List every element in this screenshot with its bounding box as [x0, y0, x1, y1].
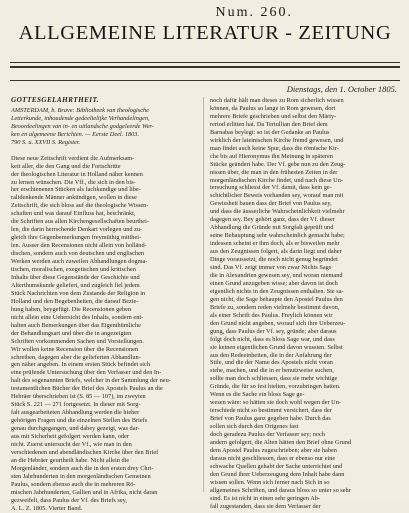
text-line: wissen sollen. Wenn sich ferner nach Sich in so: [210, 478, 330, 486]
text-line: gen nicht, die Sage behaupte den Apostel Paulus den: [210, 295, 343, 303]
right-column-text: [210, 97, 398, 511]
text-line: hung haben, beygefügt. Die Recensionen geben: [11, 305, 132, 313]
text-line: morgenländischen Kirche findet, und nach diese Un-: [210, 176, 343, 184]
text-line: Werken werden auch zuweilen Abhandlungen dogma-: [11, 258, 148, 266]
text-line: eigentlich nichts in den Zeugnissen enthalten. Sie sa-: [210, 287, 344, 295]
text-line: gung, dass Paulus der Vf. sey, gründe; aber daraus: [210, 327, 337, 335]
text-line: dem Apostel Paulus zugeschrieben; aber sie haben: [210, 446, 337, 454]
text-line: Diese neue Zeitschrift verdient die Aufmerksam-: [11, 154, 135, 162]
text-line: Gründe, die für so fest hielten, vorzubringen hatten.: [210, 383, 341, 391]
text-line: sten Jahrhunderten in den morgenländischen Gemeinen: [11, 472, 151, 480]
text-line: die Schriften aus allen Kirchengesellschaften beurthei-: [11, 218, 149, 226]
text-line: Hebräer überschrieben ist (S. 85 — 107), im zweyten: [11, 393, 146, 401]
text-line: tischen, moralischen, exegetischen und kritischen: [11, 266, 136, 274]
issue-number: Num. 260.: [215, 5, 293, 20]
text-line: Barnabas beylegt: so ist der Gedanke an Paulus: [210, 128, 330, 136]
text-line: nissen über, die man in den frühesten Zeiten in der: [210, 168, 338, 176]
text-line: allgemeines Schriften, und daraus bloss so unter so sehr: [210, 486, 351, 494]
text-line: doch geradezu Paulus der Verfasser sey; noch: [210, 431, 325, 439]
text-line: Morgenländer, sondern auch die in den ersten drey Chri-: [11, 464, 154, 472]
text-line: terschiede nicht so bestimmt versichert, dass der: [210, 407, 332, 415]
dateline: Dienstags, den 1. October 1805.: [286, 84, 397, 94]
text-line: man findet auch keine Spur, dass die römische Kir-: [210, 144, 339, 152]
text-line: gen näher angeben. In einem ersten Stück befindet sich: [11, 361, 151, 369]
text-line: wesen wäre: so hätten sie doch wohl wegen der Un-: [210, 399, 341, 407]
text-line: mischen Jahrhunderten, Gallien und in Afrika, nicht daran: [11, 488, 158, 496]
text-line: dischen, sondern auch von deutschen und englischen: [11, 250, 145, 258]
text-line: indessen scheint er ihm doch, als er bisweilen mehr: [210, 240, 340, 248]
text-line: den Grund nicht angeben, worauf sich ihre Ueberzeu-: [210, 319, 346, 327]
text-line: Stücke geändert habe. Der Vf. gebe nun zu den Zeug-: [210, 160, 346, 168]
text-line: che bis auf Hieronymus ihn Meinung in späteren: [210, 152, 333, 160]
text-line: daraus nicht geschliessen, dass er ebenso nur eine: [210, 454, 336, 462]
text-line: fall zugestanden, dass sie dem Verfasser der: [210, 502, 321, 510]
text-line: Gewissheit bauen dass der Brief von Paulus sey,: [210, 200, 332, 208]
text-line: gleich ihre Gegenbemerkungen freymüthig mitthei-: [11, 234, 142, 242]
text-line: der Behandlungsart und über die in angezeigten: [11, 329, 132, 337]
text-line: folgt doch nicht, dass es bloss Sage war, und dass: [210, 335, 335, 343]
text-line: Zeitschrift, die sich bloss auf die theologische Wissen-: [11, 202, 149, 210]
text-line: falt ausgearbeiteten Abhandlung werden die hieher: [11, 409, 140, 417]
text-line: A. L. Z. 1805. Vierter Band.: [11, 504, 83, 512]
text-line: schichtlicher Beweis vorhanden sey, worauf man mit: [210, 192, 344, 200]
text-line: Schriften vorkommenden Sachen und Vorstellungen.: [11, 337, 144, 345]
text-line: können, da Paulus so lange in Rom gewesen, dort: [210, 104, 336, 112]
right-column: [210, 97, 398, 511]
text-line: nicht allein eine Uebersicht des Inhalts, sondern ent-: [11, 313, 144, 321]
text-line: gehörigen Fragen und die einzelnen Stellen des Briefs: [11, 417, 148, 425]
text-line: gezweifelt, dass Paulus der Vf. des Briefs sey,: [11, 496, 127, 504]
text-line: genau durchgegangen, und dabey gezeigt, was dar-: [11, 425, 140, 433]
text-line: aus den Zeugnissen folgert, als darin liegt und daher: [210, 248, 342, 256]
text-line: Briefe zu, sondern reden vielmehr bestimmt davon,: [210, 303, 340, 311]
text-line: Dinge voraussetzt, die noch nicht genug begründet: [210, 256, 338, 264]
text-line: Stück Nachrichten von dem Zustande der Religion in: [11, 289, 146, 297]
text-line: sollte man doch schliessen, dass sie mehr wichtige: [210, 375, 338, 383]
text-line: Wir wollen keine Recension über die Recensionen: [11, 345, 139, 353]
text-line: halt des sogenannten Briefs, welcher in der Sammlung der neu-: [11, 377, 171, 385]
text-line: aus den Redeeinheiten, die in der Anfahrung der: [210, 351, 332, 359]
text-line: wirklich der lateinischen Kirche fremd gewesen, und: [210, 136, 344, 144]
text-line: AMSTERDAM, b. Brave: Bibliotheek van theologische: [11, 106, 149, 114]
text-line: den Grund ihrer Ueberzeugung dem Inhalt habe dann: [210, 470, 345, 478]
text-line: Inhalts über diese Gegenstände der Geschichte und: [11, 273, 140, 281]
text-line: Brief von Paulus ganz gegeben habe. Durch das: [210, 415, 331, 423]
text-line: Beoordeelingen van in- en uitlandsche godgeleerde Wer-: [11, 122, 154, 130]
left-column-text: [11, 107, 197, 513]
masthead-rule-top: [10, 62, 400, 63]
text-line: Stück S. 221 — 271 fortgesetzt. In dieser mit Sorg-: [11, 401, 141, 409]
left-column: [11, 97, 197, 513]
text-line: der theologischen Literatur in Holland näher kennen: [11, 170, 143, 178]
text-line: schaften und was darauf Einfluss hat, beschränkt,: [11, 210, 136, 218]
column-divider: [203, 97, 204, 492]
text-line: nicht. Zuerst untersucht der Vf., wie man in den: [11, 440, 132, 448]
text-line: Paulus, sondern ebenso auch die in mehreren Rö-: [11, 480, 136, 488]
text-line: sind. Das Vf. zeigt immer von zwar Nichts Sags: [210, 264, 332, 272]
text-line: verschiedenen und abendländischen Kirche über den Brief: [11, 448, 159, 456]
text-line: Letterkunde, inhoudende gedeeltelijke Verhandelingen,: [11, 114, 150, 122]
text-line: an die Hebräer geurtheilt habe. Nicht allein die: [11, 456, 130, 464]
text-line: rertod erlitten hat. Da Tertullian den Brief dem: [210, 120, 328, 128]
text-line: her erschienenen Stücken als fachkundige und libe-: [11, 186, 141, 194]
text-line: sollen sich durch den Origenes fast: [210, 423, 299, 431]
text-line: len. Ausser den Recensionen nicht allein von holländ-: [11, 242, 147, 250]
text-line: andern gefolgert, die Alten hätten den Brief ohne Grund: [210, 438, 352, 446]
text-line: schreiben, dagegen aber die gelieferten Abhandlun-: [11, 353, 141, 361]
text-line: sie keinen eigentlichen Grund davon wussten. Selbst: [210, 343, 343, 351]
text-line: keit aller, die den Gang und die Fortschritte: [11, 162, 121, 170]
text-line: Wenn es die Sache ein bloss Sage ge-: [210, 391, 305, 399]
text-line: dagegen sey. Bey gehört ganz, dass der Vf. dieser: [210, 216, 335, 224]
text-line: stehe, machen, und die in er benutzweise suchen,: [210, 367, 334, 375]
text-line: aus mit Sicherheit gefolgert werden kann, oder: [11, 433, 130, 441]
text-line: schwache Quellen gehabt der Sache unterrichtet und: [210, 462, 343, 470]
masthead-rule-thick: [10, 66, 400, 68]
text-line: Abhandlung die Gründe mit Sorgfalt geprüft und: [210, 224, 334, 232]
text-line: Alterthumskunde geliefert, und zugleich fiel jedem: [11, 281, 140, 289]
dateline-rule: [10, 80, 400, 81]
text-line: 790 S. u. XXVII S. Register.: [11, 138, 81, 146]
text-line: eine prüfende Untersuchung über den Verfasser und den In-: [11, 369, 162, 377]
text-line: seine Behauptung sehr wahrscheinlich gemacht habe;: [210, 232, 345, 240]
text-line: als einer Schrift des Paulus. Freylich können wir: [210, 311, 333, 319]
text-line: len, die darin herrschende Denkart vorlegen und zu-: [11, 226, 143, 234]
text-line: einen Grund anzugeben wisse; aber davon ist doch: [210, 279, 338, 287]
text-line: testamentlichen Bücher der Brief des Apostels Paulus an die: [11, 385, 163, 393]
text-line: tersuchung schliesst der Vf. damit, dass kein ge-: [210, 184, 332, 192]
section-title: GOTTESGELAHRTHEIT.: [11, 96, 99, 104]
text-line: zu lernen wünschen. Die Vff., die sich in den bis-: [11, 178, 136, 186]
text-line: Holland und den Begebenheiten, die darauf Bezie-: [11, 297, 139, 305]
text-line: [11, 147, 197, 155]
text-line: sind. Es ist nicht in einen sehr geringen Ab-: [210, 494, 321, 502]
text-line: die in Alexandrien gewesen sey, und woran niemand: [210, 271, 343, 279]
text-line: Stile, und die der Name des Apostels nicht voran: [210, 359, 333, 367]
text-line: und dass die äusserliche Wahrscheinlichkeit vielmehr: [210, 208, 345, 216]
masthead-title: ALLGEMEINE LITERATUR - ZEITUNG: [18, 22, 392, 44]
text-line: ralidenkende Männer ankündigen, wollen in diese: [11, 194, 137, 202]
text-line: noch dafür hält man dieses zu Rom sicherlich wissen: [210, 97, 344, 104]
text-line: halten auch Bemerkungen über das Eigenthümliche: [11, 321, 141, 329]
text-line: mehrere Briefe geschrieben und selbst den Märty-: [210, 112, 337, 120]
text-line: ken en algemeene Berichten. — Eerste Deel. 1803.: [11, 130, 139, 138]
